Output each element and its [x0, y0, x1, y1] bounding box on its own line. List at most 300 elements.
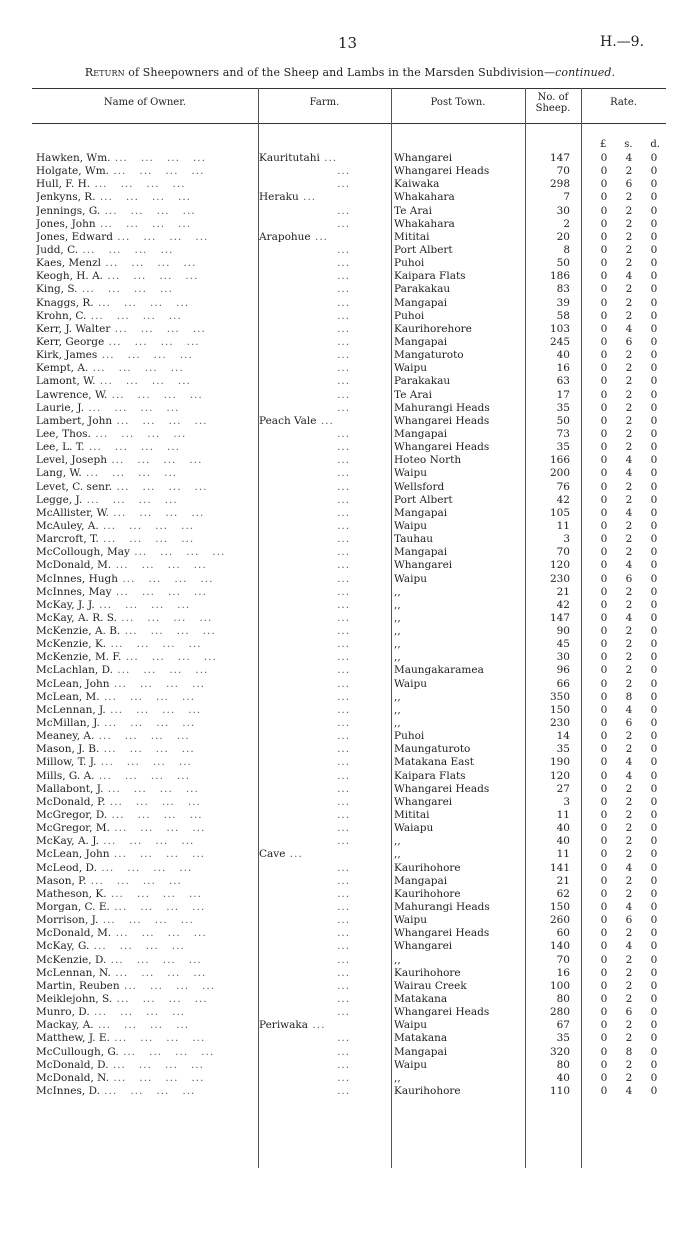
owner-name [36, 441, 258, 454]
post-town-text: Waipu [394, 677, 427, 690]
table-row [0, 940, 700, 953]
owner-name-text: McCullough, G. [36, 1045, 119, 1058]
sheep-count: 200 [549, 467, 570, 480]
rate-pounds: 0 [600, 625, 608, 638]
owner-name-text: Jones, Edward [36, 230, 113, 243]
rate-shillings: 4 [625, 322, 633, 335]
rate-cell [598, 362, 660, 375]
owner-name-text: Hull, F. H. [36, 178, 91, 191]
leader-dots: ... [259, 559, 351, 572]
rate-pounds: 0 [600, 848, 608, 861]
table-row [0, 678, 700, 691]
owner-name [36, 507, 258, 520]
post-town [394, 178, 522, 191]
post-town [394, 481, 522, 494]
page-code: H.—9. [600, 34, 645, 50]
rate-pence: 0 [650, 559, 658, 572]
farm-name [259, 940, 391, 953]
sheep-count: 245 [549, 335, 570, 348]
post-town-text: Mangapai [394, 296, 448, 309]
owner-name-text: McDonald, D. [36, 1058, 109, 1071]
rate-pence: 0 [650, 782, 658, 795]
post-town [394, 165, 522, 178]
post-town [394, 770, 522, 783]
farm-name-text: Peach Vale [259, 414, 317, 427]
post-town [394, 888, 522, 901]
rate-pence: 0 [650, 769, 658, 782]
owner-name-text: Jenkyns, R. [36, 191, 96, 204]
table-row [0, 428, 700, 441]
leader-dots: ... [259, 283, 351, 296]
leader-dots: ... ... ... ... [97, 349, 193, 362]
leader-dots: ... [259, 296, 351, 309]
leader-dots: ... ... ... ... [108, 1058, 204, 1071]
rate-shillings: 2 [625, 979, 633, 992]
leader-dots: ... ... ... ... [100, 204, 196, 217]
rate-cell [598, 862, 660, 875]
rate-pence: 0 [650, 335, 658, 348]
rate-pounds: 0 [600, 335, 608, 348]
post-town [394, 756, 522, 769]
table-row [0, 717, 700, 730]
rate-pence: 0 [650, 441, 658, 454]
rate-cell [598, 270, 660, 283]
owner-name-text: Lee, Thos. [36, 427, 91, 440]
farm-name [259, 559, 391, 572]
rate-shillings: 2 [625, 835, 633, 848]
farm-name [259, 507, 391, 520]
rate-pounds: 0 [600, 769, 608, 782]
owner-name [36, 454, 258, 467]
table-row [0, 441, 700, 454]
leader-dots: ... [259, 493, 351, 506]
leader-dots: ... [259, 519, 351, 532]
rate-pence: 0 [650, 322, 658, 335]
leader-dots: ... [259, 454, 351, 467]
rate-pounds: 0 [600, 349, 608, 362]
rate-pounds: 0 [600, 887, 608, 900]
post-town-text: ,, [394, 835, 401, 848]
farm-name [259, 927, 391, 940]
owner-name [36, 783, 258, 796]
owner-name-text: Lang, W. [36, 467, 82, 480]
rate-cell [598, 822, 660, 835]
post-town [394, 875, 522, 888]
post-town [394, 1085, 522, 1098]
leader-dots: ... ... ... ... [110, 152, 206, 164]
leader-dots: ... [259, 1084, 351, 1097]
post-town-text: Whakahara [394, 217, 455, 230]
owner-name [36, 178, 258, 191]
rate-shillings: 2 [625, 795, 633, 808]
leader-dots: ... ... ... ... [95, 375, 191, 388]
table-row [0, 533, 700, 546]
rate-pounds: 0 [600, 717, 608, 730]
sheep-count: 105 [549, 506, 570, 519]
rate-cell [598, 783, 660, 796]
rate-pounds: 0 [600, 638, 608, 651]
farm-name [259, 533, 391, 546]
rate-cell [598, 231, 660, 244]
owner-name [36, 1072, 258, 1085]
leader-dots: ... [259, 703, 351, 716]
leader-dots: ... [259, 887, 351, 900]
table-row [0, 664, 700, 677]
rate-pence: 0 [650, 756, 658, 769]
rate-shillings: 8 [625, 690, 633, 703]
table-row [0, 559, 700, 572]
post-town [394, 152, 522, 165]
leader-dots: ... [259, 927, 351, 940]
owner-name-text: Matthew, J. E. [36, 1032, 110, 1045]
rate-cell [598, 520, 660, 533]
rate-shillings: 2 [625, 533, 633, 546]
leader-dots: ... [259, 178, 351, 191]
post-town [394, 927, 522, 940]
sheep-count: 17 [556, 388, 570, 401]
rate-cell [598, 428, 660, 441]
rate-cell [598, 586, 660, 599]
rate-shillings: 4 [625, 506, 633, 519]
leader-dots: ... [259, 979, 351, 992]
table-row [0, 205, 700, 218]
owner-name-text: Knaggs, R. [36, 296, 94, 309]
sheep-count: 35 [556, 401, 570, 414]
post-town-text: ,, [394, 690, 401, 703]
farm-name [259, 638, 391, 651]
rate-shillings: 4 [625, 901, 633, 914]
farm-name [259, 165, 391, 178]
rate-cell [598, 349, 660, 362]
rate-cell [598, 283, 660, 296]
post-town-text: Port Albert [394, 243, 453, 256]
title-continued: continued. [555, 66, 616, 79]
table-row [0, 402, 700, 415]
rate-pounds: 0 [600, 782, 608, 795]
sheep-count: 58 [556, 309, 570, 322]
rate-pounds: 0 [600, 677, 608, 690]
leader-dots: ... [259, 335, 351, 348]
sheep-count: 96 [556, 664, 570, 677]
post-town-text: Mangapai [394, 874, 448, 887]
table-row [0, 152, 700, 165]
post-town [394, 205, 522, 218]
table-row [0, 297, 700, 310]
owner-name [36, 375, 258, 388]
sheep-count: 35 [556, 743, 570, 756]
farm-name [259, 796, 391, 809]
rate-cell [598, 415, 660, 428]
rate-pounds: 0 [600, 388, 608, 401]
leader-dots: ... [259, 901, 351, 914]
owner-name-text: McKay, A. R. S. [36, 611, 117, 624]
rate-cell [598, 717, 660, 730]
post-town-text: Whakahara [394, 191, 455, 204]
owner-name-text: McDonald, P. [36, 795, 106, 808]
post-town [394, 901, 522, 914]
owner-name [36, 967, 258, 980]
farm-name [259, 191, 391, 204]
sheep-count: 35 [556, 1032, 570, 1045]
post-town-text: Matakana [394, 1032, 448, 1045]
owner-name [36, 349, 258, 362]
post-town-text: ,, [394, 598, 401, 611]
table-row [0, 1085, 700, 1098]
owner-name [36, 612, 258, 625]
sheep-count: 110 [549, 1084, 570, 1097]
leader-dots: ... [259, 690, 351, 703]
leader-dots: ... [259, 717, 351, 730]
rate-shillings: 2 [625, 993, 633, 1005]
leader-dots: ... ... ... ... [109, 901, 206, 914]
post-town [394, 1032, 522, 1045]
rate-pounds: 0 [600, 270, 608, 283]
leader-dots: ... ... ... ... [77, 283, 173, 296]
post-town-text: Mititai [394, 809, 430, 822]
rate-shillings: 2 [625, 283, 633, 296]
leader-dots: ... [259, 165, 351, 178]
leader-dots: ... [259, 572, 351, 585]
leader-dots: ... ... ... ... [89, 940, 185, 953]
leader-dots: ... ... ... ... [106, 953, 202, 966]
owner-name-text: Hawken, Wm. [36, 152, 111, 164]
leader-dots: ... [259, 677, 351, 690]
post-town-text: Wellsford [394, 480, 445, 493]
leader-dots: ... ... ... ... [94, 598, 191, 611]
post-town [394, 625, 522, 638]
post-town [394, 218, 522, 231]
table-row [0, 743, 700, 756]
owner-name-text: McMillan, J. [36, 717, 100, 730]
rate-pounds: 0 [600, 611, 608, 624]
rate-pence: 0 [650, 861, 658, 874]
post-town [394, 704, 522, 717]
post-town [394, 954, 522, 967]
table-row [0, 1019, 700, 1032]
rate-cell [598, 1019, 660, 1032]
rate-pence: 0 [650, 940, 658, 953]
post-town-text: Whangarei Heads [394, 927, 490, 940]
leader-dots: ... ... ... ... [111, 585, 207, 598]
table-row [0, 888, 700, 901]
leader-dots: ... [259, 401, 351, 414]
owner-name-text: Kirk, James [36, 349, 98, 362]
farm-name [259, 310, 391, 323]
farm-name [259, 362, 391, 375]
rate-cell [598, 218, 660, 231]
farm-name [259, 993, 391, 1006]
rate-cell [598, 191, 660, 204]
rate-pence: 0 [650, 283, 658, 296]
rate-pounds: 0 [600, 362, 608, 375]
farm-name [259, 980, 391, 993]
leader-dots: ... [259, 598, 351, 611]
post-town-text: Kaurihohore [394, 861, 461, 874]
table-row [0, 178, 700, 191]
farm-name-text: Heraku [259, 191, 299, 204]
leader-dots: ... [259, 940, 351, 953]
rate-pence: 0 [650, 625, 658, 638]
farm-name [259, 612, 391, 625]
post-town-text: Mangapai [394, 335, 448, 348]
rate-shillings: 4 [625, 861, 633, 874]
rate-pence: 0 [650, 1006, 658, 1019]
post-town-text: Whangarei Heads [394, 414, 490, 427]
rate-shillings: 2 [625, 887, 633, 900]
sheep-count: 40 [556, 835, 570, 848]
leader-dots: ... ... ... ... [88, 362, 184, 375]
sheep-count: 40 [556, 822, 570, 835]
currency-units [600, 139, 660, 150]
leader-dots: ... [259, 480, 351, 493]
post-town-text: Whangarei [394, 152, 453, 164]
post-town-text: Mangapai [394, 546, 448, 559]
rate-pounds: 0 [600, 703, 608, 716]
rate-shillings: 2 [625, 625, 633, 638]
post-town-text: Kaiwaka [394, 178, 440, 191]
sheep-count: 83 [556, 283, 570, 296]
farm-name [259, 914, 391, 927]
farm-name-text: Periwaka [259, 1019, 309, 1032]
farm-name [259, 1072, 391, 1085]
sheep-count: 42 [556, 598, 570, 611]
post-town-text: ,, [394, 651, 401, 664]
rate-cell [598, 809, 660, 822]
rate-pence: 0 [650, 362, 658, 375]
rate-pence: 0 [650, 901, 658, 914]
post-town [394, 454, 522, 467]
post-town [394, 415, 522, 428]
leader-dots: ... [259, 861, 351, 874]
rate-cell [598, 743, 660, 756]
post-town [394, 441, 522, 454]
leader-dots: ... ... ... ... [84, 401, 180, 414]
post-town [394, 822, 522, 835]
rate-shillings: 2 [625, 848, 633, 861]
leader-dots: ... ... ... ... [86, 874, 182, 887]
post-town-text: ,, [394, 703, 401, 716]
owner-name-text: McAuley, A. [36, 519, 99, 532]
leader-dots: ... ... ... ... [105, 795, 201, 808]
rate-pence: 0 [650, 270, 658, 283]
farm-name [259, 1006, 391, 1019]
leader-dots: ... ... ... ... [118, 572, 214, 585]
rate-shillings: 6 [625, 1006, 633, 1019]
title-lead: Return [84, 66, 125, 79]
sheep-count: 150 [549, 703, 570, 716]
post-town-text: ,, [394, 717, 401, 730]
leader-dots: ... [259, 257, 351, 270]
rate-cell [598, 1085, 660, 1098]
rate-cell [598, 875, 660, 888]
rate-shillings: 2 [625, 165, 633, 178]
owner-name-text: Lambert, John [36, 414, 113, 427]
rate-cell [598, 756, 660, 769]
leader-dots: ... ... ... ... [93, 296, 190, 309]
post-town [394, 835, 522, 848]
post-town [394, 1006, 522, 1019]
rate-pence: 0 [650, 454, 658, 467]
rate-pence: 0 [650, 401, 658, 414]
sheep-count: 11 [556, 519, 570, 532]
owner-name [36, 638, 258, 651]
sheep-count: 120 [549, 559, 570, 572]
sheep-count: 60 [556, 927, 570, 940]
rate-pence: 0 [650, 914, 658, 927]
table-row [0, 270, 700, 283]
rate-pence: 0 [650, 611, 658, 624]
rate-cell [598, 257, 660, 270]
owner-name [36, 875, 258, 888]
sheep-count: 150 [549, 901, 570, 914]
owner-name-text: Keogh, H. A. [36, 270, 104, 283]
rate-pence: 0 [650, 230, 658, 243]
sheep-count: 35 [556, 441, 570, 454]
table-row [0, 520, 700, 533]
owner-name-text: McDonald, M. [36, 559, 112, 572]
post-town [394, 980, 522, 993]
farm-name [259, 428, 391, 441]
owner-name [36, 756, 258, 769]
rate-shillings: 2 [625, 230, 633, 243]
owner-name [36, 796, 258, 809]
farm-name [259, 875, 391, 888]
sheep-count: 39 [556, 296, 570, 309]
leader-dots: ... ... ... ... [103, 270, 199, 283]
rate-cell [598, 914, 660, 927]
rate-cell [598, 625, 660, 638]
post-town [394, 809, 522, 822]
rate-pounds: 0 [600, 1006, 608, 1019]
rate-cell [598, 336, 660, 349]
owner-name [36, 244, 258, 257]
leader-dots: ... [259, 270, 351, 283]
post-town [394, 796, 522, 809]
table-row [0, 218, 700, 231]
rate-cell [598, 573, 660, 586]
table-row [0, 349, 700, 362]
sheep-count: 230 [549, 717, 570, 730]
sheep-count: 21 [556, 874, 570, 887]
farm-name [259, 678, 391, 691]
owner-name [36, 218, 258, 231]
currency-pence: d. [650, 139, 660, 150]
rate-pounds: 0 [600, 966, 608, 979]
rate-pence: 0 [650, 414, 658, 427]
owner-name [36, 310, 258, 323]
rate-cell [598, 651, 660, 664]
rate-cell [598, 940, 660, 953]
rate-pence: 0 [650, 1019, 658, 1032]
table-row [0, 980, 700, 993]
farm-name [259, 1046, 391, 1059]
column-header-sheep-line1: No. of [537, 92, 569, 103]
rate-cell [598, 691, 660, 704]
rate-shillings: 2 [625, 585, 633, 598]
sheep-count: 147 [549, 611, 570, 624]
owner-name-text: McGregor, M. [36, 822, 110, 835]
rate-pence: 0 [650, 165, 658, 178]
rate-cell [598, 1032, 660, 1045]
rate-pence: 0 [650, 309, 658, 322]
farm-name [259, 415, 391, 428]
table-row [0, 546, 700, 559]
owner-name [36, 809, 258, 822]
rate-shillings: 6 [625, 572, 633, 585]
rate-pounds: 0 [600, 927, 608, 940]
rate-cell [598, 730, 660, 743]
rate-pence: 0 [650, 480, 658, 493]
